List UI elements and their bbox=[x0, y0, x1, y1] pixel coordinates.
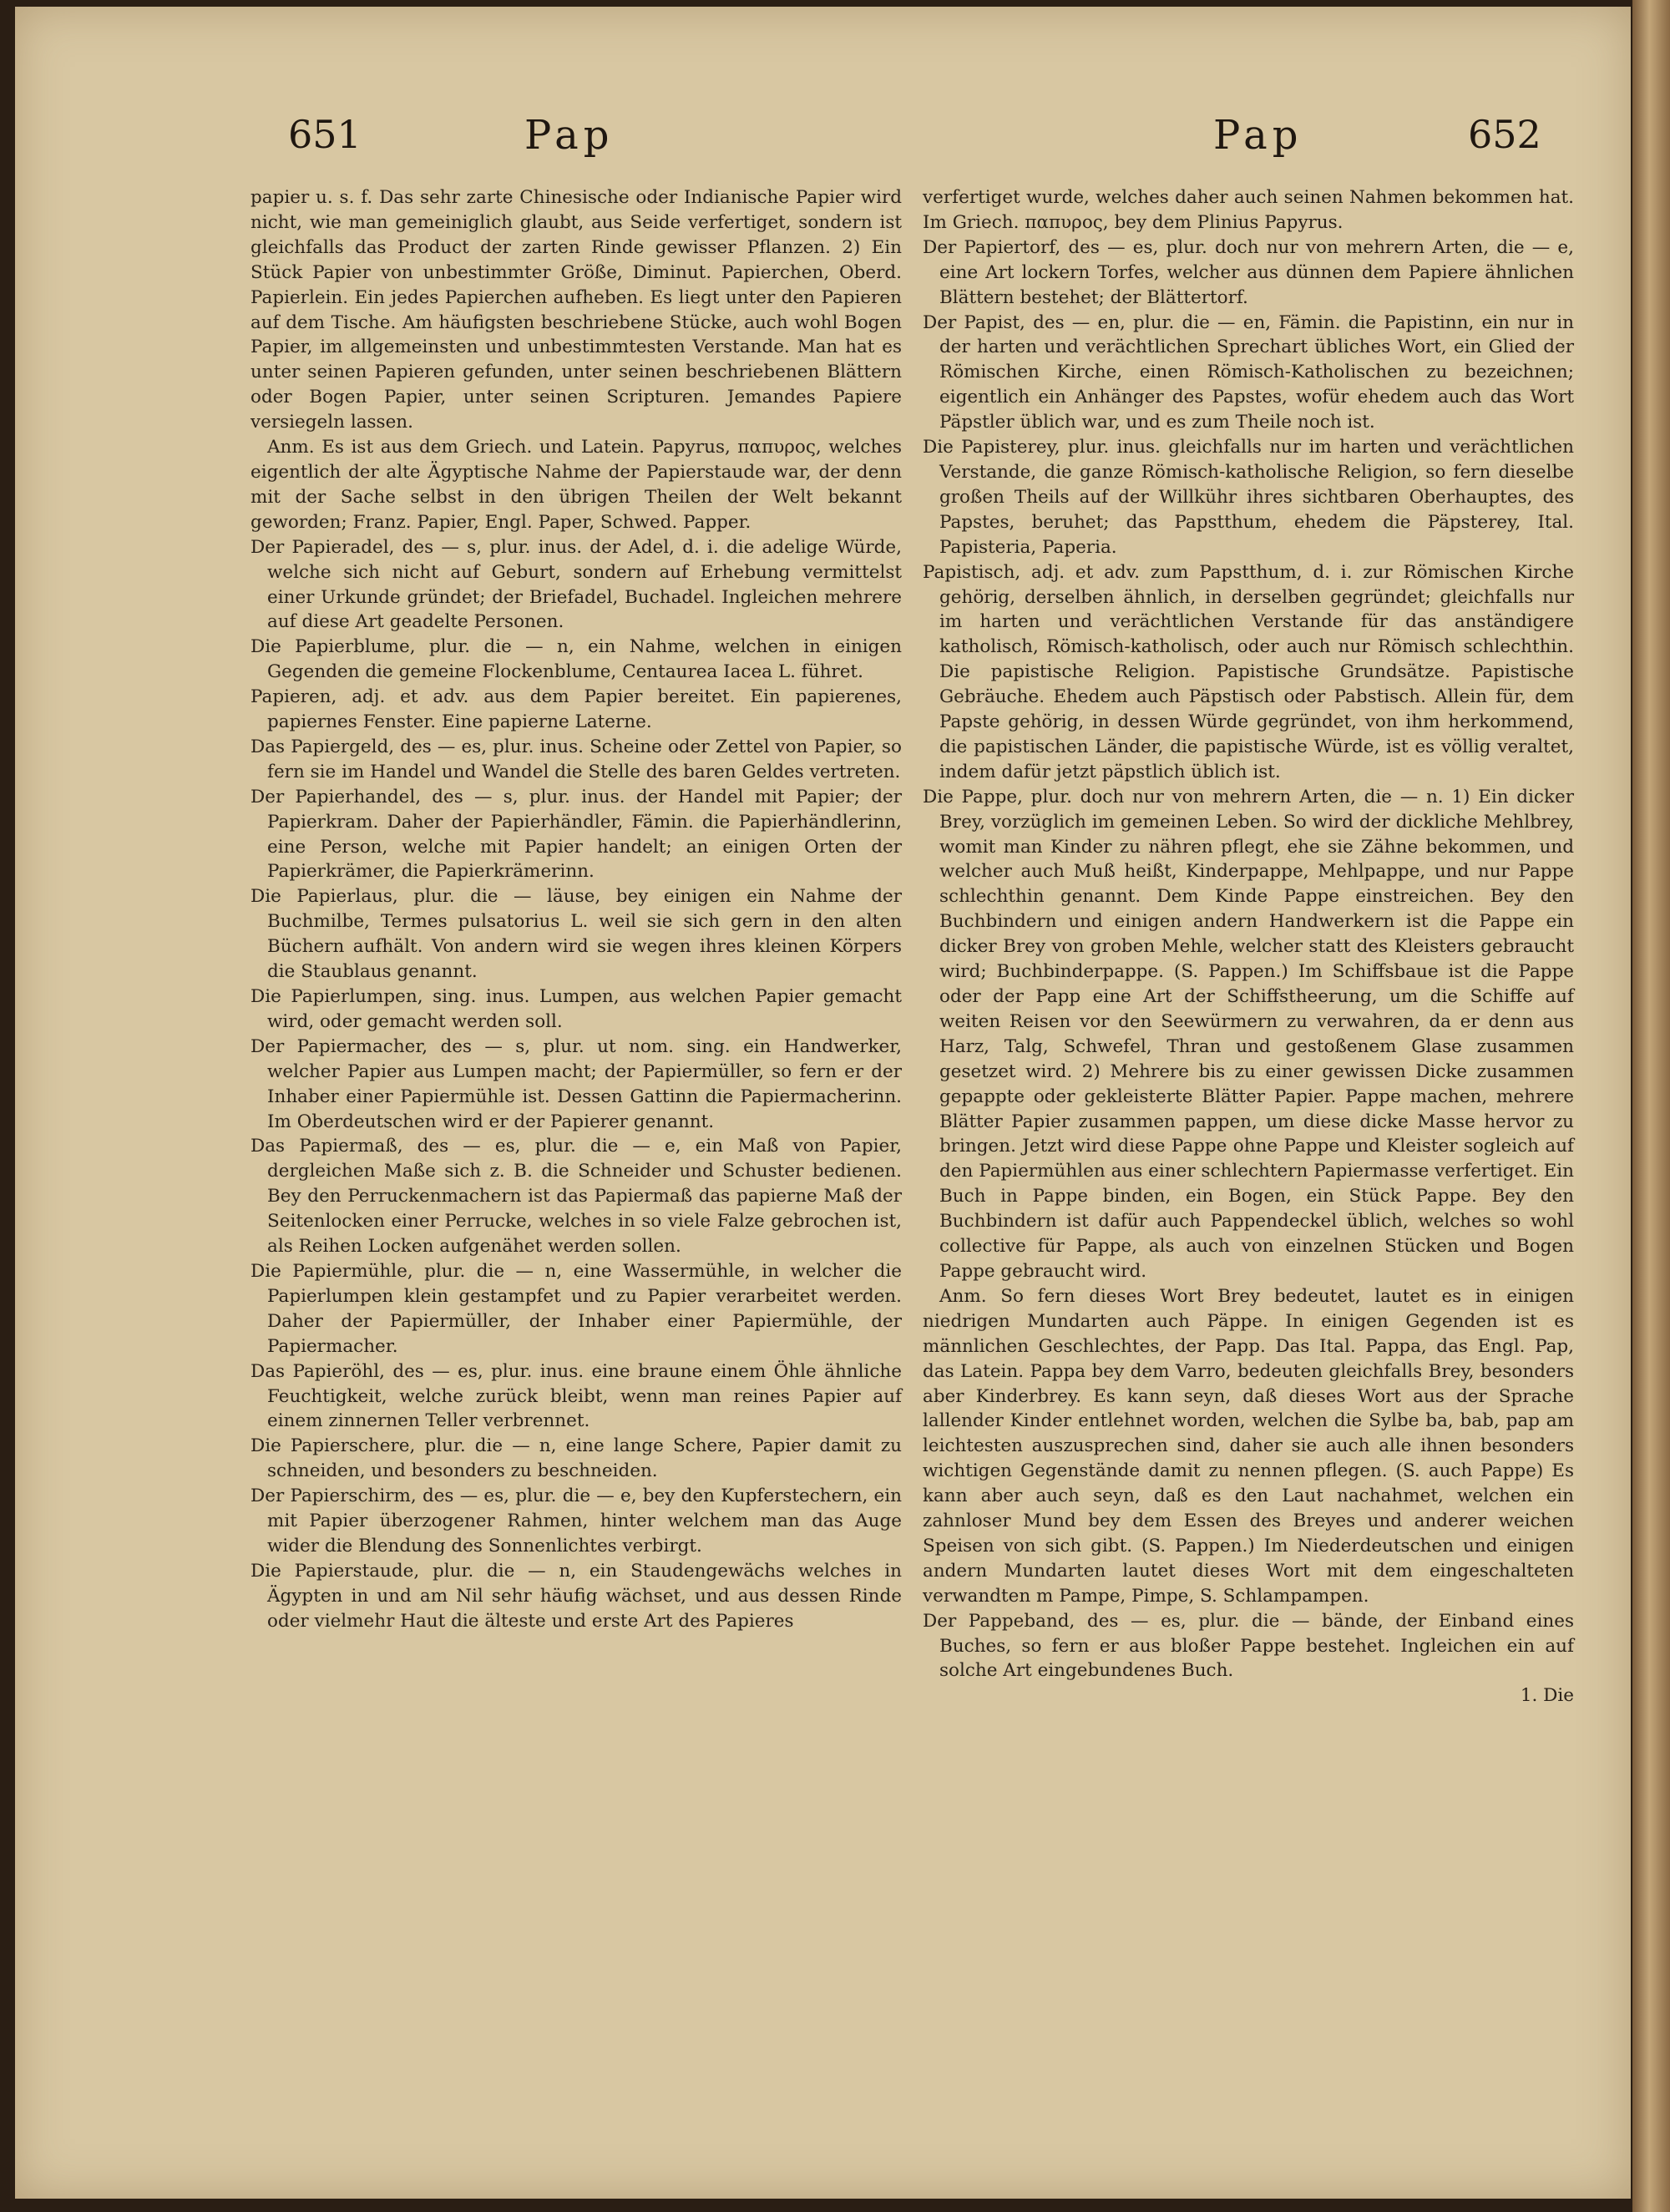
right-running-headword: Pap bbox=[1213, 112, 1303, 159]
dictionary-entry: Die Papierschere, plur. die — n, eine lange Schere, Papier damit zu schneiden, und besonders zu beschneiden. bbox=[250, 1435, 902, 1482]
dictionary-entry: Der Papierhandel, des — s, plur. inus. der Handel mit Papier; der Papierkram. Daher der Papierhändler, Fämin. die Papierhändlerinn, eine Person, welche mit Papier handelt; an einigen Orten der Papierkrämer, die Papierkrämerinn. bbox=[250, 786, 902, 883]
dictionary-entry: Die Papierlumpen, sing. inus. Lumpen, aus welchen Papier gemacht wird, oder gemacht werden soll. bbox=[250, 986, 902, 1032]
dictionary-entry: Der Papieradel, des — s, plur. inus. der Adel, d. i. die adelige Würde, welche sich nicht auf Geburt, sondern auf Erhebung vermittelst einer Urkunde gründet; der Briefadel, Buchadel. Ingleichen mehrere auf diese Art geadelte Personen. bbox=[250, 536, 902, 633]
paragraph: verfertiget wurde, welches daher auch seinen Nahmen bekommen hat. Im Griech. παπυρος, bey dem Plinius Papyrus. bbox=[923, 187, 1574, 233]
right-text-column bbox=[923, 185, 1574, 1708]
dictionary-entry: Der Papierschirm, des — es, plur. die — e, bey den Kupferstechern, ein mit Papier überzogener Rahmen, hinter welchem man das Auge wider die Blendung des Sonnenlichtes verbirgt. bbox=[250, 1486, 902, 1556]
dictionary-entry: Papieren, adj. et adv. aus dem Papier bereitet. Ein papierenes, papiernes Fenster. Eine papierne Laterne. bbox=[250, 686, 902, 733]
dictionary-entry: Die Pappe, plur. doch nur von mehrern Arten, die — n. 1) Ein dicker Brey, vorzüglich im gemeinen Leben. So wird der dickliche Mehlbrey, womit man Kinder zu nähren pflegt, ehe sie Zähne bekommen, und welcher auch Muß heißt, Kinderpappe, Mehlpappe, und nur Pappe schlechthin genannt. Dem Kinde Pappe einstreichen. Bey den Buchbindern und einigen andern Handwerkern ist die Pappe ein dicker Brey von groben Mehle, welcher statt des Kleisters gebraucht wird; Buchbinderpappe. (S. Pappen.) Im Schiffsbaue ist die Pappe oder der Papp eine Art der Schiffstheerung, um die Schiffe auf weiten Reisen vor den Seewürmern zu verwahren, da er denn aus Harz, Talg, Schwefel, Thran und gestoßenem Glase zusammen gesetzet wird. 2) Mehrere bis zu einer gewissen Dicke zusammen gepappte oder gekleisterte Blätter Papier. Pappe machen, mehrere Blätter Papier zusammen pappen, um diese dicke Masse hervor zu bringen. Jetzt wird diese Pappe ohne Pappe und Kleister sogleich auf den Papiermühlen aus einer schlechtern Papiermasse verfertiget. Ein Buch in Pappe binden, ein Bogen, ein Stück Pappe. Bey den Buchbindern ist dafür auch Pappendeckel üblich, welches so wohl collective für Pappe, als auch von einzelnen Stücken und Bogen Pappe gebraucht wird. bbox=[923, 786, 1574, 1282]
left-text-column bbox=[250, 185, 902, 1634]
book-gutter bbox=[1632, 0, 1670, 2212]
dictionary-entry: Die Papierstaude, plur. die — n, ein Staudengewächs welches in Ägypten in und am Nil sehr häufig wächset, und aus dessen Rinde oder vielmehr Haut die älteste und erste Art des Papieres bbox=[250, 1560, 902, 1632]
left-running-headword: Pap bbox=[524, 112, 615, 159]
annotation-paragraph: Anm. So fern dieses Wort Brey bedeutet, lautet es in einigen niedrigen Mundarten auch Päppe. In einigen Gegenden ist es männlichen Geschlechtes, der Papp. Das Ital. Pappa, das Engl. Pap, das Latein. Pappa bey dem Varro, bedeuten gleichfalls Brey, besonders aber Kinderbrey. Es kann seyn, daß dieses Wort aus der Sprache lallender Kinder entlehnet worden, welchen die Sylbe ba, bab, pap am leichtesten auszusprechen sind, daher sie auch alle ihnen besonders wichtigen Gegenstände damit zu nennen pflegen. (S. auch Pappe) Es kann aber auch seyn, daß es den Laut nachahmet, welchen ein zahnloser Mund bey dem Essen des Breyes und anderer weichen Speisen von sich gibt. (S. Pappen.) Im Niederdeutschen und einigen andern Mundarten lautet dieses Wort mit dem eingeschalteten verwandten m Pampe, Pimpe, S. Schlampampen. bbox=[923, 1285, 1574, 1607]
dictionary-entry: Das Papiergeld, des — es, plur. inus. Scheine oder Zettel von Papier, so fern sie im Handel und Wandel die Stelle des baren Geldes vertreten. bbox=[250, 736, 902, 782]
dictionary-entry: Der Pappeband, des — es, plur. die — bände, der Einband eines Buches, so fern er aus bloßer Pappe bestehet. Ingleichen ein auf solche Art eingebundenes Buch. bbox=[923, 1610, 1574, 1682]
paragraph: papier u. s. f. Das sehr zarte Chinesische oder Indianische Papier wird nicht, wie man gemeiniglich glaubt, aus Seide verfertiget, sondern ist gleichfalls das Product der zarten Rinde gewisser Pflanzen. 2) Ein Stück Papier von unbestimmter Größe, Diminut. Papierchen, Oberd. Papierlein. Ein jedes Papierchen aufheben. Es liegt unter den Papieren auf dem Tische. Am häufigsten beschriebene Stücke, auch wohl Bogen Papier, im allgemeinsten und unbestimmtesten Verstande. Man hat es unter seinen Papieren gefunden, unter seinen beschriebenen Blättern oder Bogen Papier, unter seinen Scripturen. Jemandes Papiere versiegeln lassen. bbox=[250, 187, 902, 433]
dictionary-entry: Der Papist, des — en, plur. die — en, Fämin. die Papistinn, ein nur in der harten und verächtlichen Sprechart übliches Wort, ein Glied der Römischen Kirche, einen Römisch-Katholischen zu bezeichnen; eigentlich ein Anhänger des Papstes, wofür ehedem auch das Wort Päpstler üblich war, und es zum Theile noch ist. bbox=[923, 311, 1574, 433]
dictionary-entry: Der Papiermacher, des — s, plur. ut nom. sing. ein Handwerker, welcher Papier aus Lumpen macht; der Papiermüller, so fern er der Inhaber einer Papiermühle ist. Dessen Gattinn die Papiermacherinn. Im Oberdeutschen wird er der Papierer genannt. bbox=[250, 1035, 902, 1132]
dictionary-entry: Der Papiertorf, des — es, plur. doch nur von mehrern Arten, die — e, eine Art lockern Torfes, welcher aus dünnen dem Papiere ähnlichen Blättern bestehet; der Blättertorf. bbox=[923, 236, 1574, 308]
right-page-number: 652 bbox=[1468, 112, 1541, 157]
dictionary-entry: Papistisch, adj. et adv. zum Papstthum, d. i. zur Römischen Kirche gehörig, derselben ähnlich, in derselben gegründet; gleichfalls nur im harten und verächtlichen Verstande für das anständigere katholisch, Römisch-katholisch, oder auch nur Römisch schlechthin. Die papistische Religion. Papistische Grundsätze. Papistische Gebräuche. Ehedem auch Päpstisch oder Pabstisch. Allein für, dem Papste gehörig, in dessen Würde gegründet, von ihm herkommend, die papistischen Länder, die papistische Würde, ist es völlig veraltet, indem dafür jetzt päpstlich üblich ist. bbox=[923, 561, 1574, 782]
dictionary-entry: Das Papieröhl, des — es, plur. inus. eine braune einem Öhle ähnliche Feuchtigkeit, welche zurück bleibt, wenn man reines Papier auf einem zinnernen Teller verbrennet. bbox=[250, 1360, 902, 1432]
dictionary-entry: Die Papierblume, plur. die — n, ein Nahme, welchen in einigen Gegenden die gemeine Flockenblume, Centaurea Iacea L. führet. bbox=[250, 636, 902, 683]
annotation-paragraph: Anm. Es ist aus dem Griech. und Latein. Papyrus, παπυρος, welches eigentlich der alte Ägyptische Nahme der Papierstaude war, der denn mit der Sache selbst in den übrigen Theilen der Welt bekannt geworden; Franz. Papier, Engl. Paper, Schwed. Papper. bbox=[250, 437, 902, 533]
catchword: 1. Die bbox=[1520, 1685, 1574, 1707]
dictionary-entry: Das Papiermaß, des — es, plur. die — e, ein Maß von Papier, dergleichen Maße sich z. B. die Schneider und Schuster bedienen. Bey den Perruckenmachern ist das Papiermaß das papierne Maß der Seitenlocken einer Perrucke, welches in so viele Falze gebrochen ist, als Reihen Locken aufgenähet werden sollen. bbox=[250, 1136, 902, 1258]
dictionary-entry: Die Papisterey, plur. inus. gleichfalls nur im harten und verächtlichen Verstande, die ganze Römisch-katholische Religion, so fern dieselbe großen Theils auf der Willkühr ihres sichtbaren Oberhauptes, des Papstes, beruhet; das Papstthum, ehedem die Päpsterey, Ital. Papisteria, Paperia. bbox=[923, 437, 1574, 558]
left-page-number: 651 bbox=[288, 112, 362, 157]
dictionary-entry: Die Papiermühle, plur. die — n, eine Wassermühle, in welcher die Papierlumpen klein gestampfet und zu Papier verarbeitet werden. Daher der Papiermüller, der Inhaber einer Papiermühle, der Papiermacher. bbox=[250, 1260, 902, 1357]
dictionary-entry: Die Papierlaus, plur. die — läuse, bey einigen ein Nahme der Buchmilbe, Termes pulsatorius L. weil sie sich gern in den alten Büchern aufhält. Von andern wird sie wegen ihres kleinen Körpers die Staublaus genannt. bbox=[250, 886, 902, 983]
